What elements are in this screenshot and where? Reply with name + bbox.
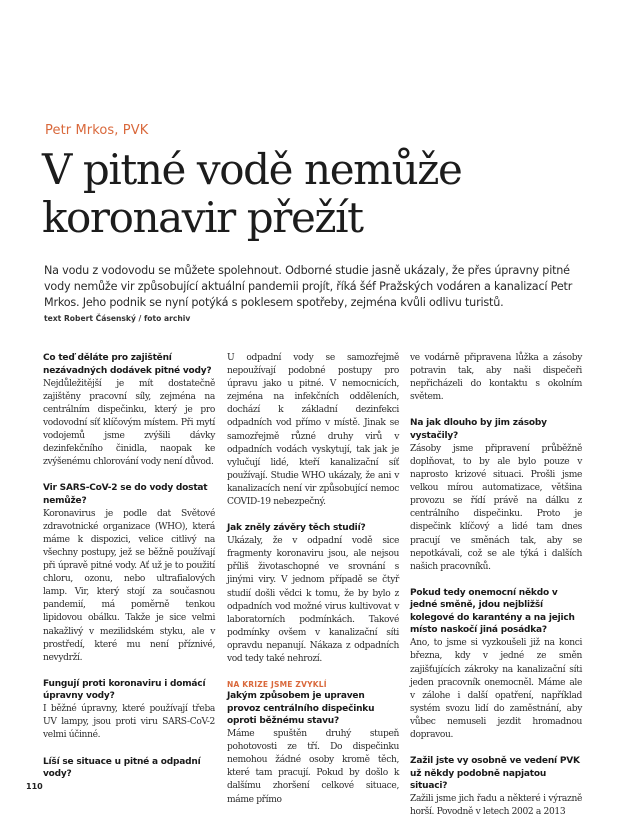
- text-column-1: [43, 352, 215, 781]
- page-number: 110: [26, 782, 43, 791]
- interview-question: Líší se situace u pitné a odpadní vody?: [43, 756, 201, 780]
- text-column-2: [227, 352, 399, 807]
- author-byline: Petr Mrkos, PVK: [45, 123, 149, 138]
- section-kicker: NA KRIZE JSME ZVYKLÍ: [227, 680, 327, 690]
- text-column-3: [410, 352, 582, 819]
- interview-answer: Zažili jsme jich řadu a některé i výrazně horší. Povodně v letech 2002 a 2013: [410, 794, 582, 818]
- interview-answer: U odpadní vody se samozřejmě nepoužívají podobné postupy pro úpravu jako u pitné. V nemocnicích, zejména na infekčních odděleních, dochází k základní dezinfekci odpadních vod přímo v místě. Jinak se samozřejmě různé druhy virů v odpadních vodách vyskytují, tak jak je vylučují lidé, kteří kanalizační síť používají. Studie WHO ukázaly, že ani v kanalizacích není vir způsobující nemoc COVID-19 nebezpečný.: [227, 353, 399, 508]
- interview-question: Jak zněly závěry těch studií?: [227, 523, 366, 534]
- headline-line-2: koronavir přežít: [42, 193, 363, 242]
- interview-answer: Nejdůležitější je mít dostatečně zajištěny pracovní síly, zejména na centrálním dispečinku, který je pro vodovodní síť klíčovým místem. Při mytí vodojemů jsme zvýšili dávky dezinfekčního činidla, naopak ke zvýšenému chlorování vody není důvod.: [43, 378, 215, 468]
- interview-answer: Koronavirus je podle dat Světové zdravotnické organizace (WHO), která máme k dispozici, velice citlivý na všechny postupy, jež se běžně používají při úpravě pitné vody. Ať už je to použití chloru, ozonu, nebo ultrafialových lamp. Vir, který stojí za současnou pandemií, má poměrně tenkou lipidovou obálku. Takže je sice velmi nakažlivý v mezilidském styku, ale v prostředí, které mu není příznivé, nevydrží.: [43, 508, 215, 663]
- interview-question: Vir SARS-CoV-2 se do vody dostat nemůže?: [43, 483, 208, 506]
- interview-answer: Ukázaly, že v odpadní vodě sice fragmenty koronaviru jsou, ale nejsou příliš životaschopné ve srovnání s jinými viry. V jednom případě se čtyř studií došli vědci k tomu, že by bylo z odpadních vod možné virus kultivovat v laboratorních podmínkách. Takové podmínky ovšem v kanalizační síti opravdu nepanují. Nákaza z odpadních vod tedy také nehrozí.: [227, 536, 399, 664]
- interview-question: Na jak dlouho by jim zásoby vystačily?: [410, 418, 547, 441]
- article-headline: [42, 146, 602, 242]
- interview-question: Pokud tedy onemocní někdo v jedné směně, jdou nejbližší kolegové do karantény a na jejich místo naskočí jiná posádka?: [410, 587, 575, 636]
- interview-question: Fungují proti koronaviru i domácí úpravny vody?: [43, 678, 206, 702]
- interview-answer: ve vodárně připravena lůžka a zásoby potravin tak, aby naši dispečeři nepřicházeli do kontaktu s okolním světem.: [410, 353, 582, 403]
- photo-credit: text Robert Čásenský / foto archiv: [44, 314, 191, 323]
- headline-line-1: V pitné vodě nemůže: [42, 145, 462, 194]
- interview-answer: I běžné úpravny, které používají třeba UV lampy, jsou proti viru SARS-CoV-2 velmi účinné.: [43, 704, 215, 741]
- interview-question: Jakým způsobem je upraven provoz centrálního dispečinku oproti běžnému stavu?: [227, 691, 375, 727]
- interview-answer: Zásoby jsme připravení průběžně doplňovat, to by ale bylo pouze v naprosto krizové situaci. Prošli jsme velkou mírou automatizace, většina provozu se řídí právě na dálku z centrálního dispečinku. Proto je dispečink klíčový a lidé tam dnes pracují ve směnách tak, aby se nepotkávali, což se ale týká i dalších našich pracovníků.: [410, 443, 582, 572]
- lead-paragraph: Na vodu z vodovodu se můžete spolehnout. Odborné studie jasně ukázaly, že přes úpravny pitné vody nemůže vir způsobující aktuální pandemii projít, říká šéf Pražských vodáren a kanalizací Petr Mrkos. Jeho podnik se nyní potýká s poklesem spotřeby, zejména kvůli odlivu turistů.: [44, 264, 573, 309]
- interview-question: Zažil jste vy osobně ve vedení PVK už někdy podobně napjatou situaci?: [410, 756, 580, 792]
- interview-answer: Ano, to jsme si vyzkoušeli již na konci března, kdy v jedné ze směn zajišťujících zákroky na kanalizační síti jeden pracovník onemocněl. Máme ale v zálohe i další opatření, například systém svozu lidí do zaměstnání, aby vůbec nemuseli jezdit hromadnou dopravou.: [410, 638, 582, 740]
- interview-answer: Máme spuštěn druhý stupeň pohotovosti ze tří. Do dispečinku nemohou žádné osoby kromě těch, které tam pracují. Pokud by došlo k dalšímu zhoršení celkové situace, máme přímo: [227, 729, 399, 805]
- interview-question: Co teď děláte pro zajištění nezávadných dodávek pitné vody?: [43, 353, 212, 376]
